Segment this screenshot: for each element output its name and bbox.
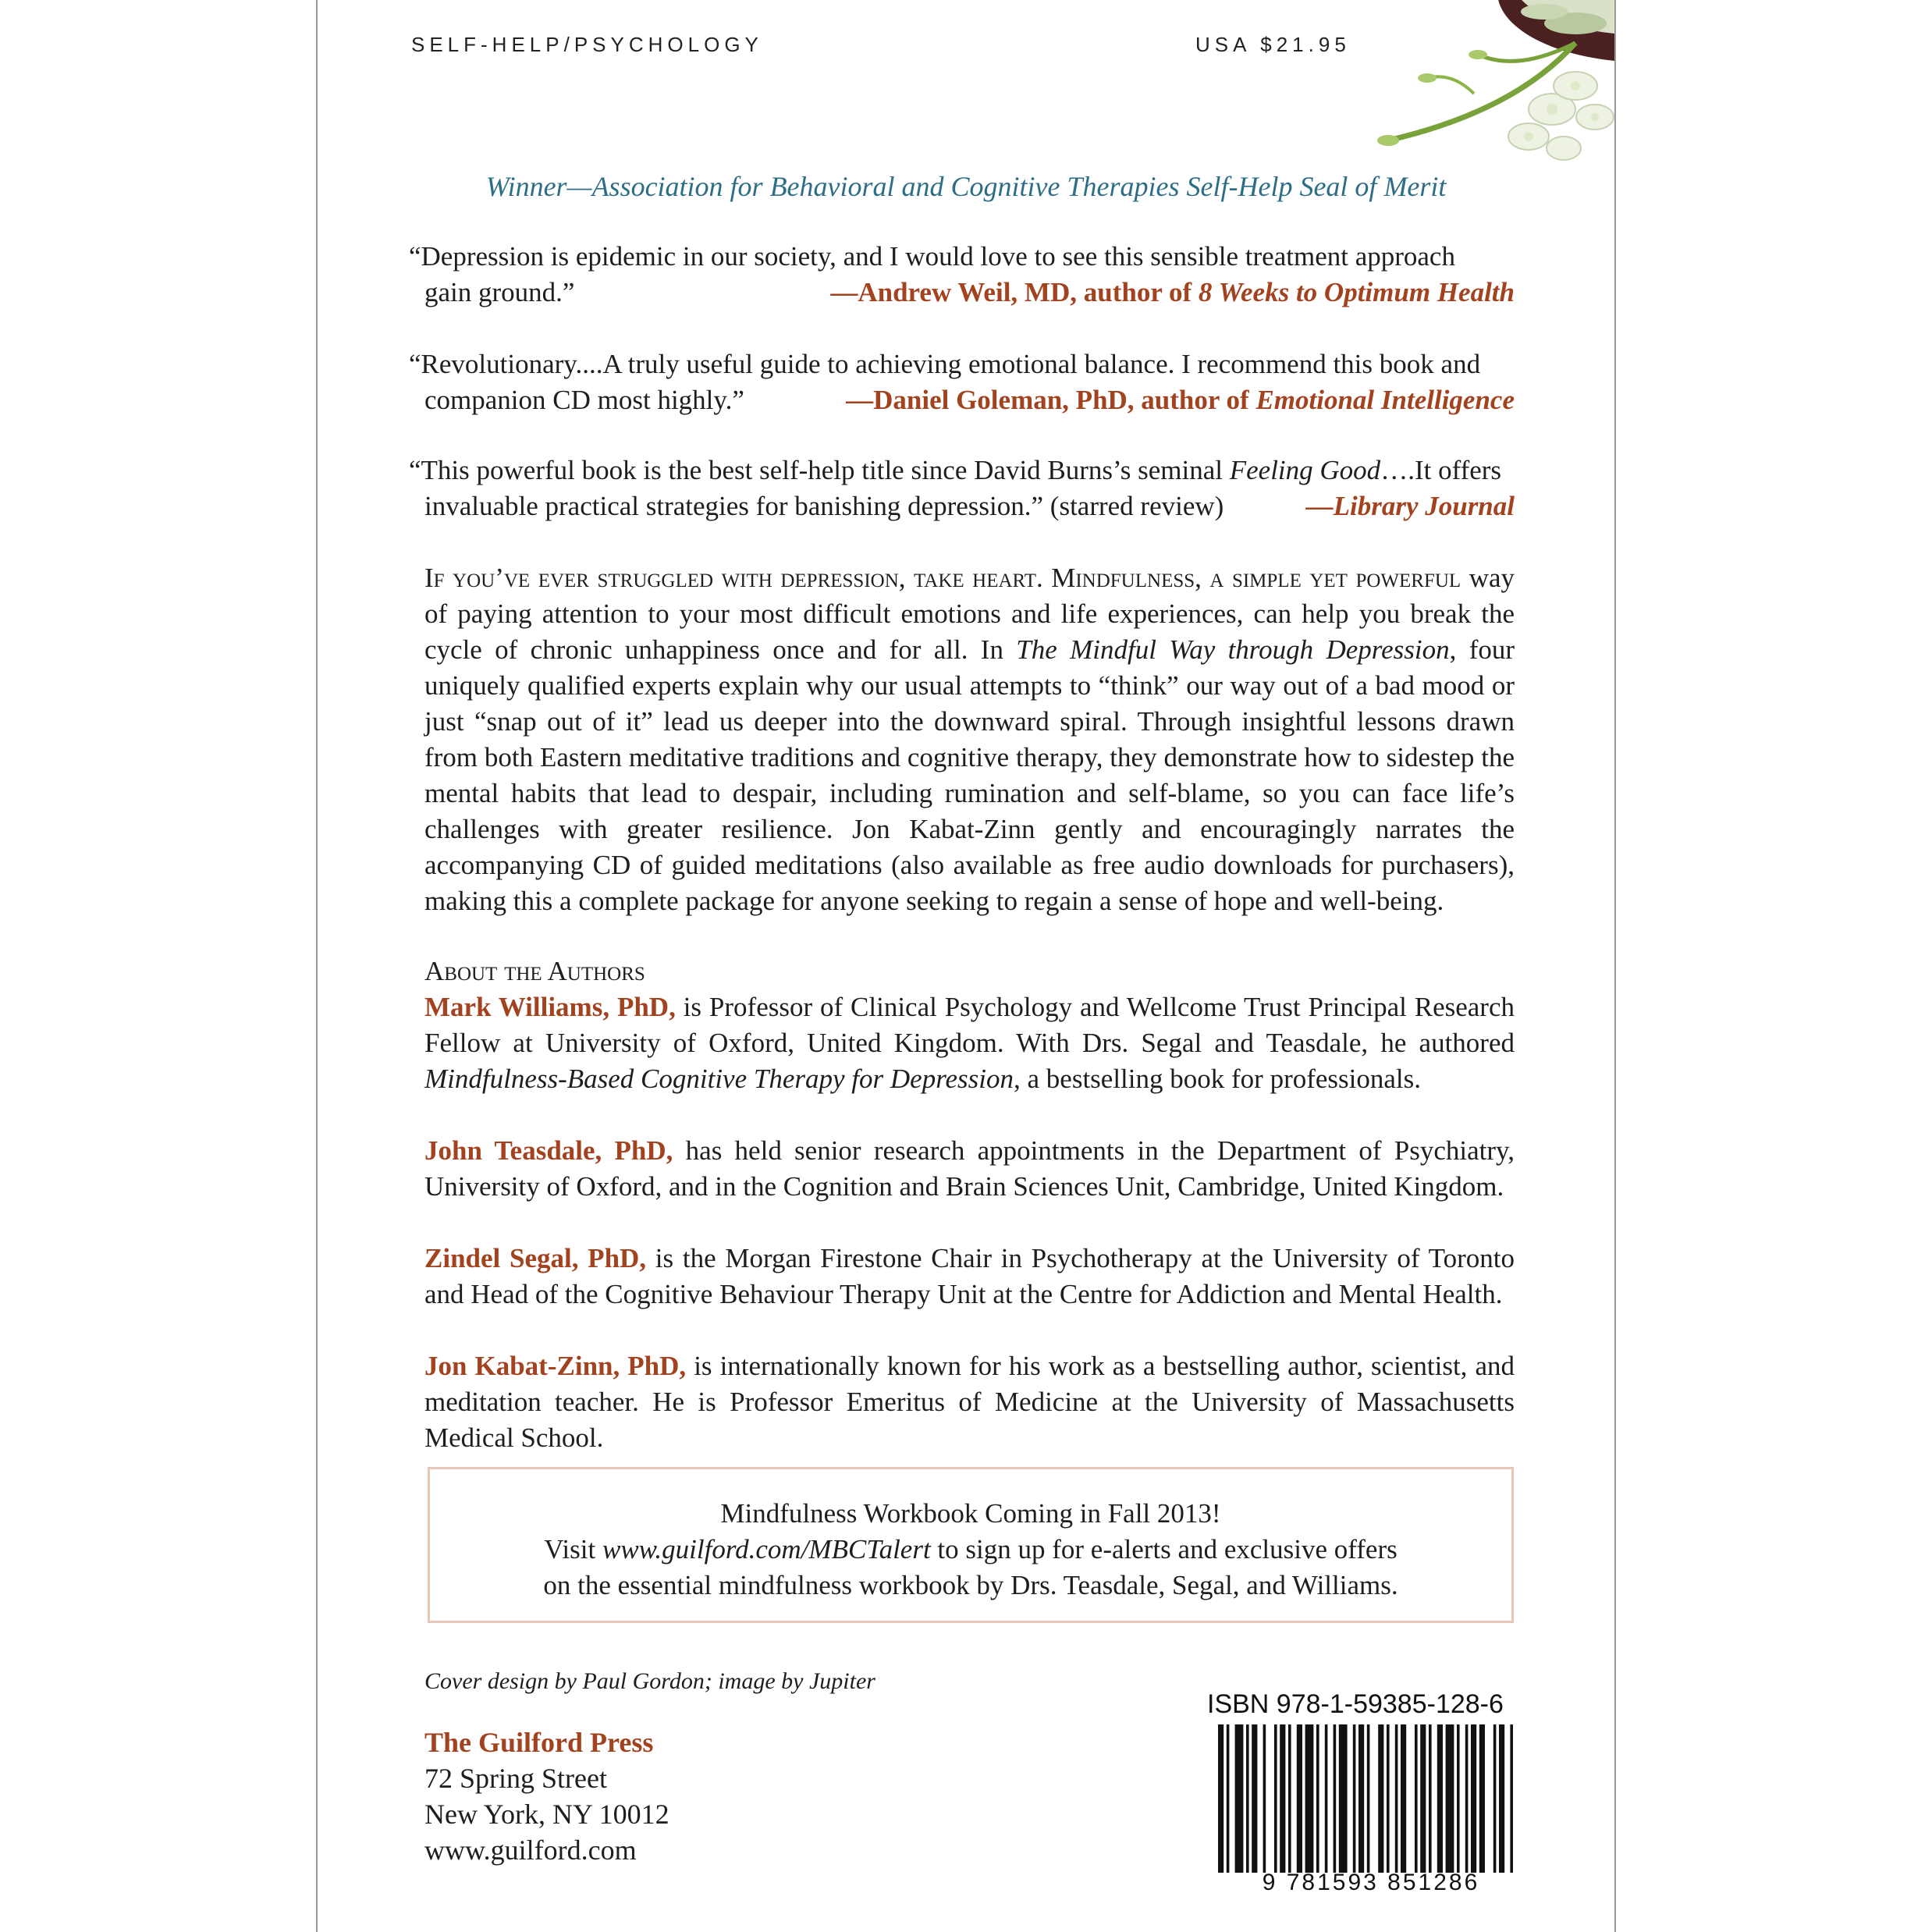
author-bio: John Teasdale, PhD, has held senior research appointments in the Department of Psychiatry, University of Oxford, and in the Cognition and Brain Sciences Unit, Cambridge, United Kingdom. xyxy=(424,1135,1515,1202)
author-bio: Mark Williams, PhD, is Professor of Clinical Psychology and Wellcome Trust Principal Research Fellow at University of Oxford, United Kingdom. With Drs. Segal and Teasdale, he authored Mindfulness-Based Cognitive Therapy for Depression, a bestselling book for professionals. xyxy=(424,992,1515,1094)
author-name: John Teasdale, PhD, xyxy=(424,1135,673,1166)
price-label: USA $21.95 xyxy=(1195,33,1351,56)
quote-work-title: Emotional Intelligence xyxy=(1255,385,1515,415)
quote-text: companion CD most highly.” xyxy=(424,385,744,415)
quote-work-title: 8 Weeks to Optimum Health xyxy=(1198,277,1515,307)
author-name: Jon Kabat-Zinn, PhD, xyxy=(424,1351,687,1381)
quote-text: “This powerful book is the best self-help title since David Burns’s seminal Feeling Good….It offers xyxy=(409,455,1502,485)
barcode-digits: 9 781593 851286 xyxy=(1262,1870,1480,1895)
isbn-label: ISBN 978-1-59385-128-6 xyxy=(1207,1689,1504,1719)
category-label: SELF-HELP/PSYCHOLOGY xyxy=(411,33,763,56)
promo-text: on the essential mindfulness workbook by Drs. Teasdale, Segal, and Williams. xyxy=(543,1570,1398,1600)
quote-text: invaluable practical strategies for banishing depression.” (starred review) xyxy=(424,491,1224,521)
promo-url: www.guilford.com/MBCTalert xyxy=(602,1534,931,1564)
author-name: Zindel Segal, PhD, xyxy=(424,1243,647,1273)
quote-text: gain ground.” xyxy=(424,277,575,307)
review-quote-1 xyxy=(409,239,1515,311)
publisher-name: The Guilford Press xyxy=(424,1727,654,1758)
about-heading: About the Authors xyxy=(424,956,645,986)
workbook-promo-box xyxy=(428,1467,1514,1623)
quote-attribution: —Library Journal xyxy=(1305,491,1515,521)
book-description: If you’ve ever struggled with depression, take heart. Mindfulness, a simple yet powerful way of paying attention to your most difficult emotions and life experiences, can help you break the cycle of chronic unhappiness once and for all. In The Mindful Way through Depression, four uniquely qualified experts explain why our usual attempts to “think” our way out of a bad mood or just “snap out of it” lead us deeper into the downward spiral. Through insightful lessons drawn from both Eastern meditative traditions and cognitive therapy, they demonstrate how to sidestep the mental habits that lead to despair, including rumination and self-blame, so you can face life’s challenges with greater resilience. Jon Kabat-Zinn gently and encouragingly narrates the accompanying CD of guided meditations (also available as free audio downloads for purchasers), making this a complete package for anyone seeking to regain a sense of hope and well-being. xyxy=(424,563,1515,916)
quote-text: “Depression is epidemic in our society, and I would love to see this sensible treatment approach xyxy=(409,241,1455,272)
publisher-street: 72 Spring Street xyxy=(424,1763,607,1794)
publisher-website: www.guilford.com xyxy=(424,1834,637,1866)
review-quote-2 xyxy=(409,346,1515,418)
back-cover xyxy=(316,0,1616,1932)
review-quote-3 xyxy=(409,453,1515,524)
award-line: Winner—Association for Behavioral and Cognitive Therapies Self-Help Seal of Merit xyxy=(485,171,1447,202)
quote-text: “Revolutionary....A truly useful guide to achieving emotional balance. I recommend this book and xyxy=(409,349,1481,379)
book-title: The Mindful Way through Depression xyxy=(1016,634,1450,665)
author-bio: Zindel Segal, PhD, is the Morgan Firestone Chair in Psychotherapy at the University of Toronto and Head of the Cognitive Behaviour Therapy Unit at the Centre for Addiction and Mental Health. xyxy=(424,1243,1515,1309)
cover-credit: Cover design by Paul Gordon; image by Jupiter xyxy=(424,1668,875,1694)
barcode-icon xyxy=(1215,1724,1527,1877)
promo-headline: Mindfulness Workbook Coming in Fall 2013! xyxy=(720,1498,1221,1529)
quote-attribution: —Andrew Weil, MD, author of 8 Weeks to Optimum Health xyxy=(830,277,1515,307)
about-authors xyxy=(424,954,1515,1456)
publisher-block xyxy=(424,1724,669,1868)
author-bio: Jon Kabat-Zinn, PhD, is internationally known for his work as a bestselling author, scientist, and meditation teacher. He is Professor Emeritus of Medicine at the University of Massachusetts Medical School. xyxy=(424,1351,1515,1453)
orchid-bowl-icon xyxy=(1209,0,1614,187)
quote-attribution: —Daniel Goleman, PhD, author of Emotional Intelligence xyxy=(846,385,1515,415)
author-name: Mark Williams, PhD, xyxy=(424,992,676,1022)
promo-text: Visit www.guilford.com/MBCTalert to sign up for e-alerts and exclusive offers xyxy=(544,1534,1398,1564)
publisher-city: New York, NY 10012 xyxy=(424,1799,669,1830)
description-lead: If you’ve ever struggled with depression, take heart. Mindfulness, a simple yet powerful xyxy=(424,563,1461,593)
